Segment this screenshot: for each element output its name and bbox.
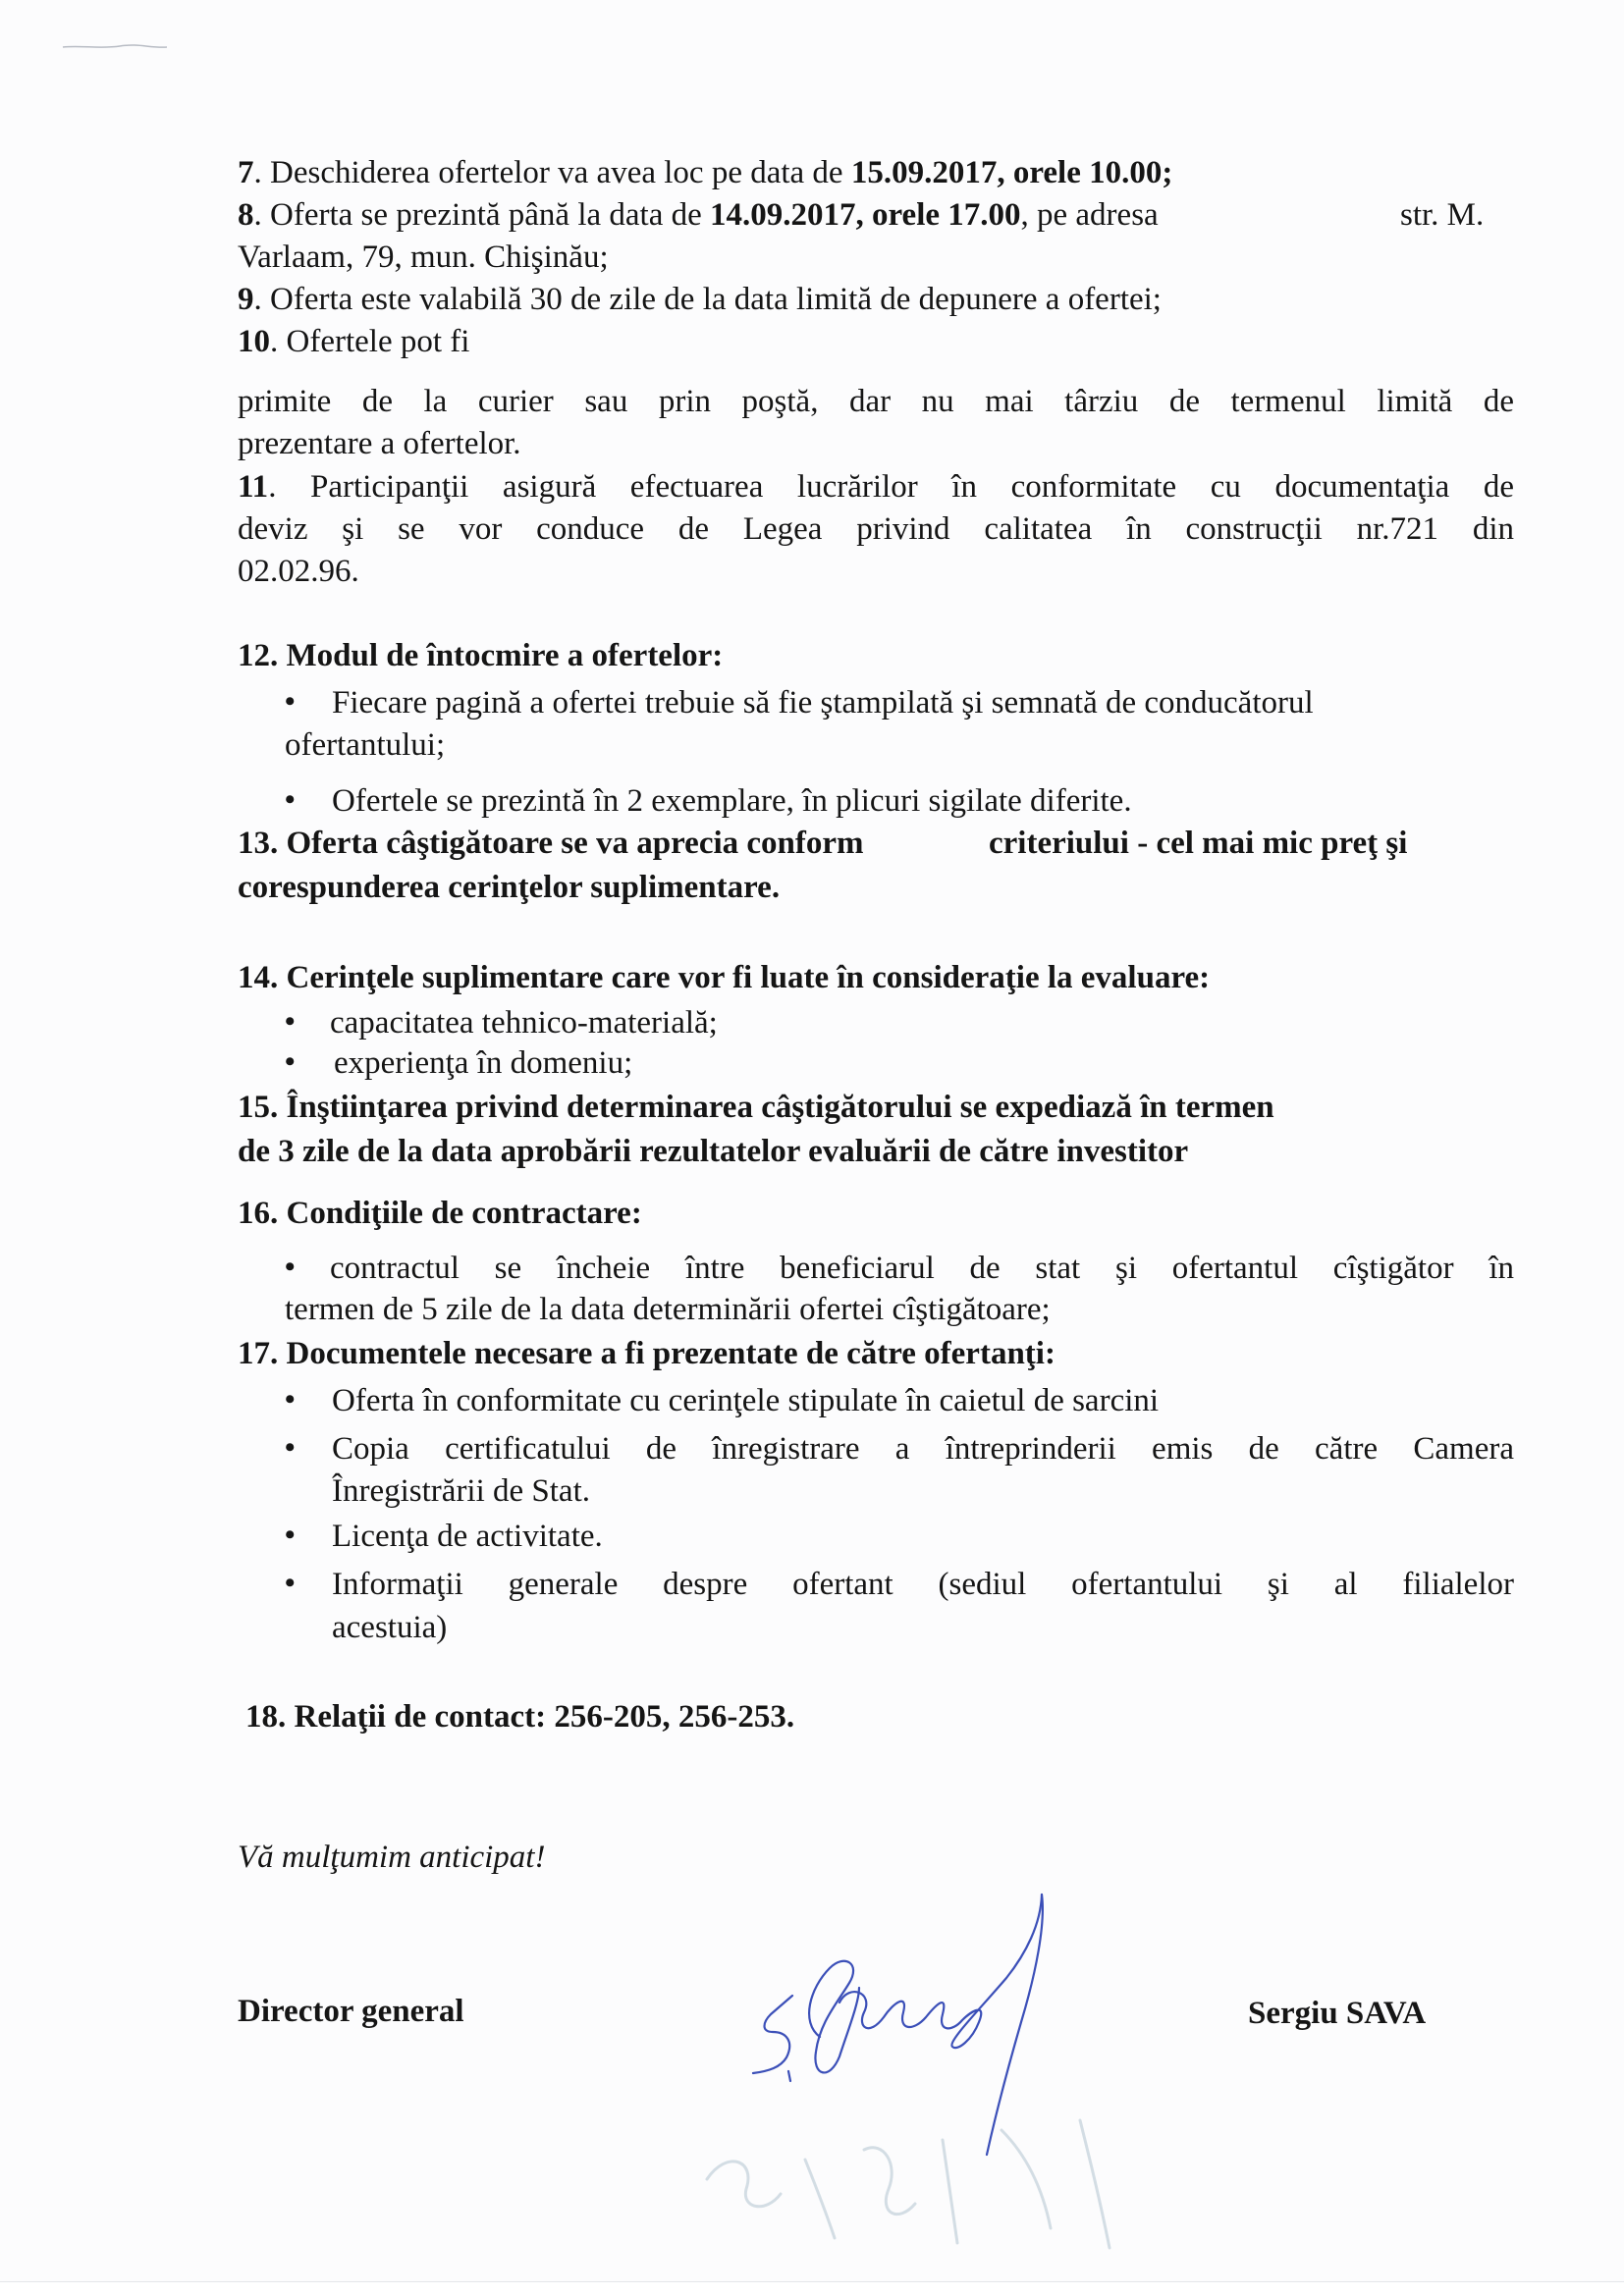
item-text: . Oferta este valabilă 30 de zile de la data limită de depunere a ofertei; — [253, 282, 1162, 317]
item-11-line-2: deviz şi se vor conduce de Legea privind calitatea în construcţii nr.721 din — [238, 511, 1514, 547]
list-item-continuation: Înregistrării de Stat. — [332, 1473, 591, 1509]
section-13-line-2: corespunderea cerinţelor suplimentare. — [238, 870, 781, 905]
item-10 — [238, 326, 469, 358]
list-item: contractul se încheie între beneficiarul de stat şi ofertantul cîştigător în — [330, 1251, 1514, 1286]
list-item: Ofertele se prezintă în 2 exemplare, în plicuri sigilate diferite. — [332, 783, 1132, 819]
list-item: Informaţii generale despre ofertant (sediul ofertantului şi al filialelor — [332, 1567, 1514, 1602]
section-13-line-1-end: criteriului - cel mai mic preţ şi — [989, 826, 1408, 861]
bullet-icon: • — [285, 1383, 296, 1415]
section-15-line-1: 15. Înştiinţarea privind determinarea câştigătorului se expediază în termen — [238, 1090, 1274, 1125]
item-8-address-start: str. M. — [1400, 197, 1485, 233]
list-item-continuation: acestuia) — [332, 1610, 448, 1645]
item-9 — [238, 284, 1162, 316]
item-10-line-3: prezentare a ofertelor. — [238, 426, 521, 461]
item-number: 10 — [238, 324, 270, 359]
item-8 — [238, 199, 1159, 232]
item-number: 7 — [238, 155, 254, 190]
item-11 — [238, 471, 1514, 504]
bullet-icon: • — [285, 783, 296, 816]
faded-stamp — [687, 2091, 1159, 2258]
list-item: Fiecare pagină a ofertei trebuie să fie ştampilată şi semnată de conducătorul — [332, 685, 1314, 721]
bullet-icon: • — [285, 685, 296, 718]
list-item-continuation: ofertantului; — [285, 727, 446, 763]
item-text: . Participanţii asigură efectuarea lucrărilor în conformitate cu documentaţia de — [268, 469, 1514, 505]
bullet-icon: • — [285, 1251, 296, 1283]
item-text: . Deschiderea ofertelor va avea loc pe data de — [253, 155, 851, 190]
list-item: Copia certificatului de înregistrare a întreprinderii emis de către Camera — [332, 1431, 1514, 1467]
item-bold-text: 14.09.2017, orele 17.00 — [710, 197, 1021, 233]
item-text: , pe adresa — [1020, 197, 1159, 233]
item-bold-text: 15.09.2017, orele 10.00; — [850, 155, 1173, 190]
section-15-line-2: de 3 zile de la data aprobării rezultatelor evaluării de către investitor — [238, 1134, 1189, 1169]
section-12-heading: 12. Modul de întocmire a ofertelor: — [238, 638, 724, 673]
item-number: 11 — [238, 469, 269, 505]
bullet-icon: • — [285, 1567, 296, 1599]
section-17-heading: 17. Documentele necesare a fi prezentate de către ofertanţi: — [238, 1336, 1056, 1371]
scan-smudge — [61, 43, 169, 51]
bullet-icon: • — [285, 1005, 296, 1038]
page-bottom-edge — [0, 2281, 1624, 2296]
item-8-address: Varlaam, 79, mun. Chişinău; — [238, 240, 609, 275]
section-16-heading: 16. Condiţiile de contractare: — [238, 1196, 642, 1231]
list-item: Oferta în conformitate cu cerinţele stipulate în caietul de sarcini — [332, 1383, 1160, 1418]
item-7 — [238, 157, 1172, 189]
list-item: Licenţa de activitate. — [332, 1519, 603, 1554]
list-item: capacitatea tehnico-materială; — [330, 1005, 718, 1041]
list-item: experienţa în domeniu; — [334, 1045, 633, 1081]
signatory-name: Sergiu SAVA — [1248, 1996, 1427, 2031]
item-text: . Ofertele pot fi — [270, 324, 470, 359]
bullet-icon: • — [285, 1519, 296, 1551]
item-11-line-3: 02.02.96. — [238, 554, 359, 589]
list-item-continuation: termen de 5 zile de la data determinării ofertei cîştigătoare; — [285, 1292, 1051, 1327]
item-number: 9 — [238, 282, 254, 317]
section-14-heading: 14. Cerinţele suplimentare care vor fi luate în consideraţie la evaluare: — [238, 960, 1211, 995]
item-10-line-2: primite de la curier sau prin poştă, dar nu mai târziu de termenul limită de — [238, 384, 1514, 419]
closing-note: Vă mulţumim anticipat! — [238, 1840, 546, 1875]
item-text: . Oferta se prezintă până la data de — [253, 197, 710, 233]
item-number: 8 — [238, 197, 254, 233]
bullet-icon: • — [285, 1431, 296, 1464]
bullet-icon: • — [285, 1045, 296, 1078]
contact-info: 18. Relaţii de contact: 256-205, 256-253. — [245, 1699, 795, 1735]
signatory-title: Director general — [238, 1994, 464, 2029]
section-13-line-1: 13. Oferta câştigătoare se va aprecia conform — [238, 826, 864, 861]
